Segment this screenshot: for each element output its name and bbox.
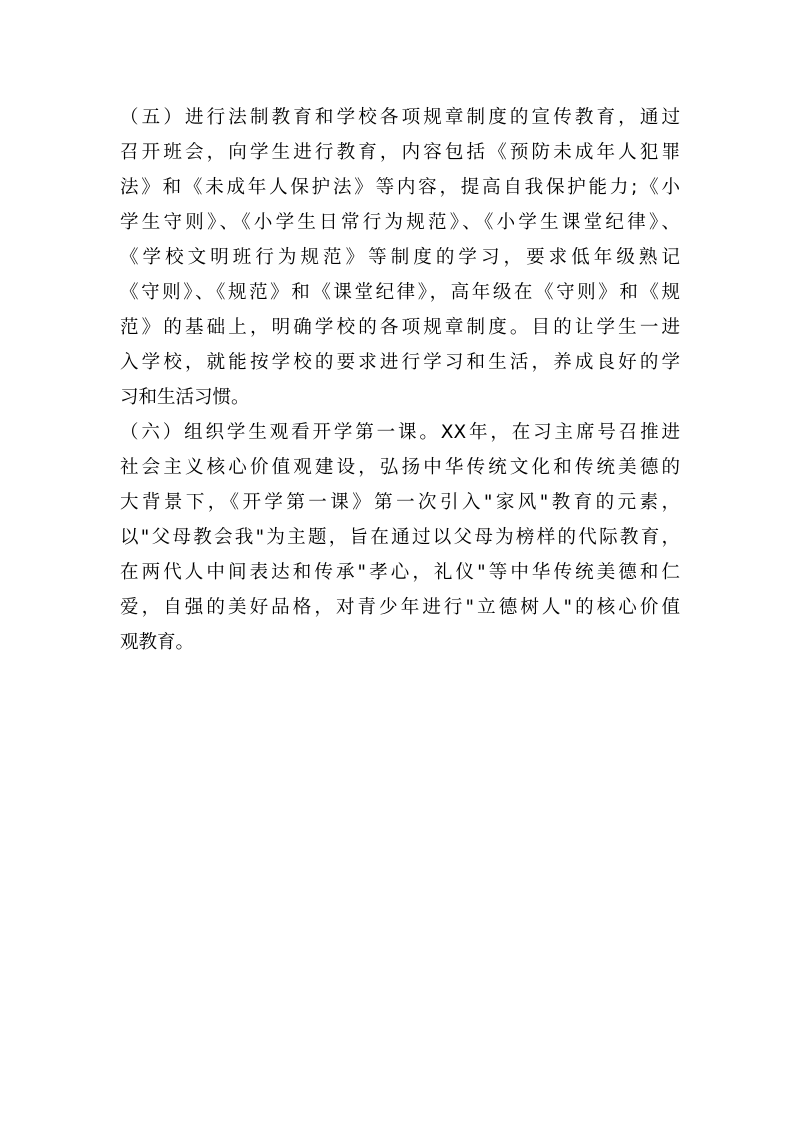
text-line: 大背景下，《开学第一课》第一次引入"家风"教育的元素， [120,492,680,513]
text-line: 召开班会，向学生进行教育，内容包括《预防未成年人犯罪 [120,142,680,163]
document-body [120,100,680,660]
text-line: （五）进行法制教育和学校各项规章制度的宣传教育，通过 [120,107,680,128]
text-line: 范》的基础上，明确学校的各项规章制度。目的让学生一进 [120,317,680,338]
paragraph-six [120,415,680,660]
text-line: 以"父母教会我"为主题，旨在通过以父母为榜样的代际教育， [120,527,680,548]
text-line: 《守则》、《规范》和《课堂纪律》，高年级在《守则》和《规 [120,282,680,303]
text-line: 《学校文明班行为规范》等制度的学习，要求低年级熟记 [120,247,680,268]
text-line: 习和生活习惯。 [120,387,250,408]
text-line: 法》和《未成年人保护法》等内容，提高自我保护能力;《小 [120,177,680,198]
text-line: 爱，自强的美好品格，对青少年进行"立德树人"的核心价值 [120,597,680,618]
text-line: 观教育。 [120,632,195,653]
text-line: 在两代人中间表达和传承"孝心，礼仪"等中华传统美德和仁 [120,562,680,583]
text-line: 入学校，就能按学校的要求进行学习和生活，养成良好的学 [120,352,680,373]
text-line: （六）组织学生观看开学第一课。XX年，在习主席号召推进 [120,422,680,443]
paragraph-five [120,100,680,415]
text-line: 学生守则》、《小学生日常行为规范》、《小学生课堂纪律》、 [120,212,680,233]
text-line: 社会主义核心价值观建设，弘扬中华传统文化和传统美德的 [120,457,680,478]
